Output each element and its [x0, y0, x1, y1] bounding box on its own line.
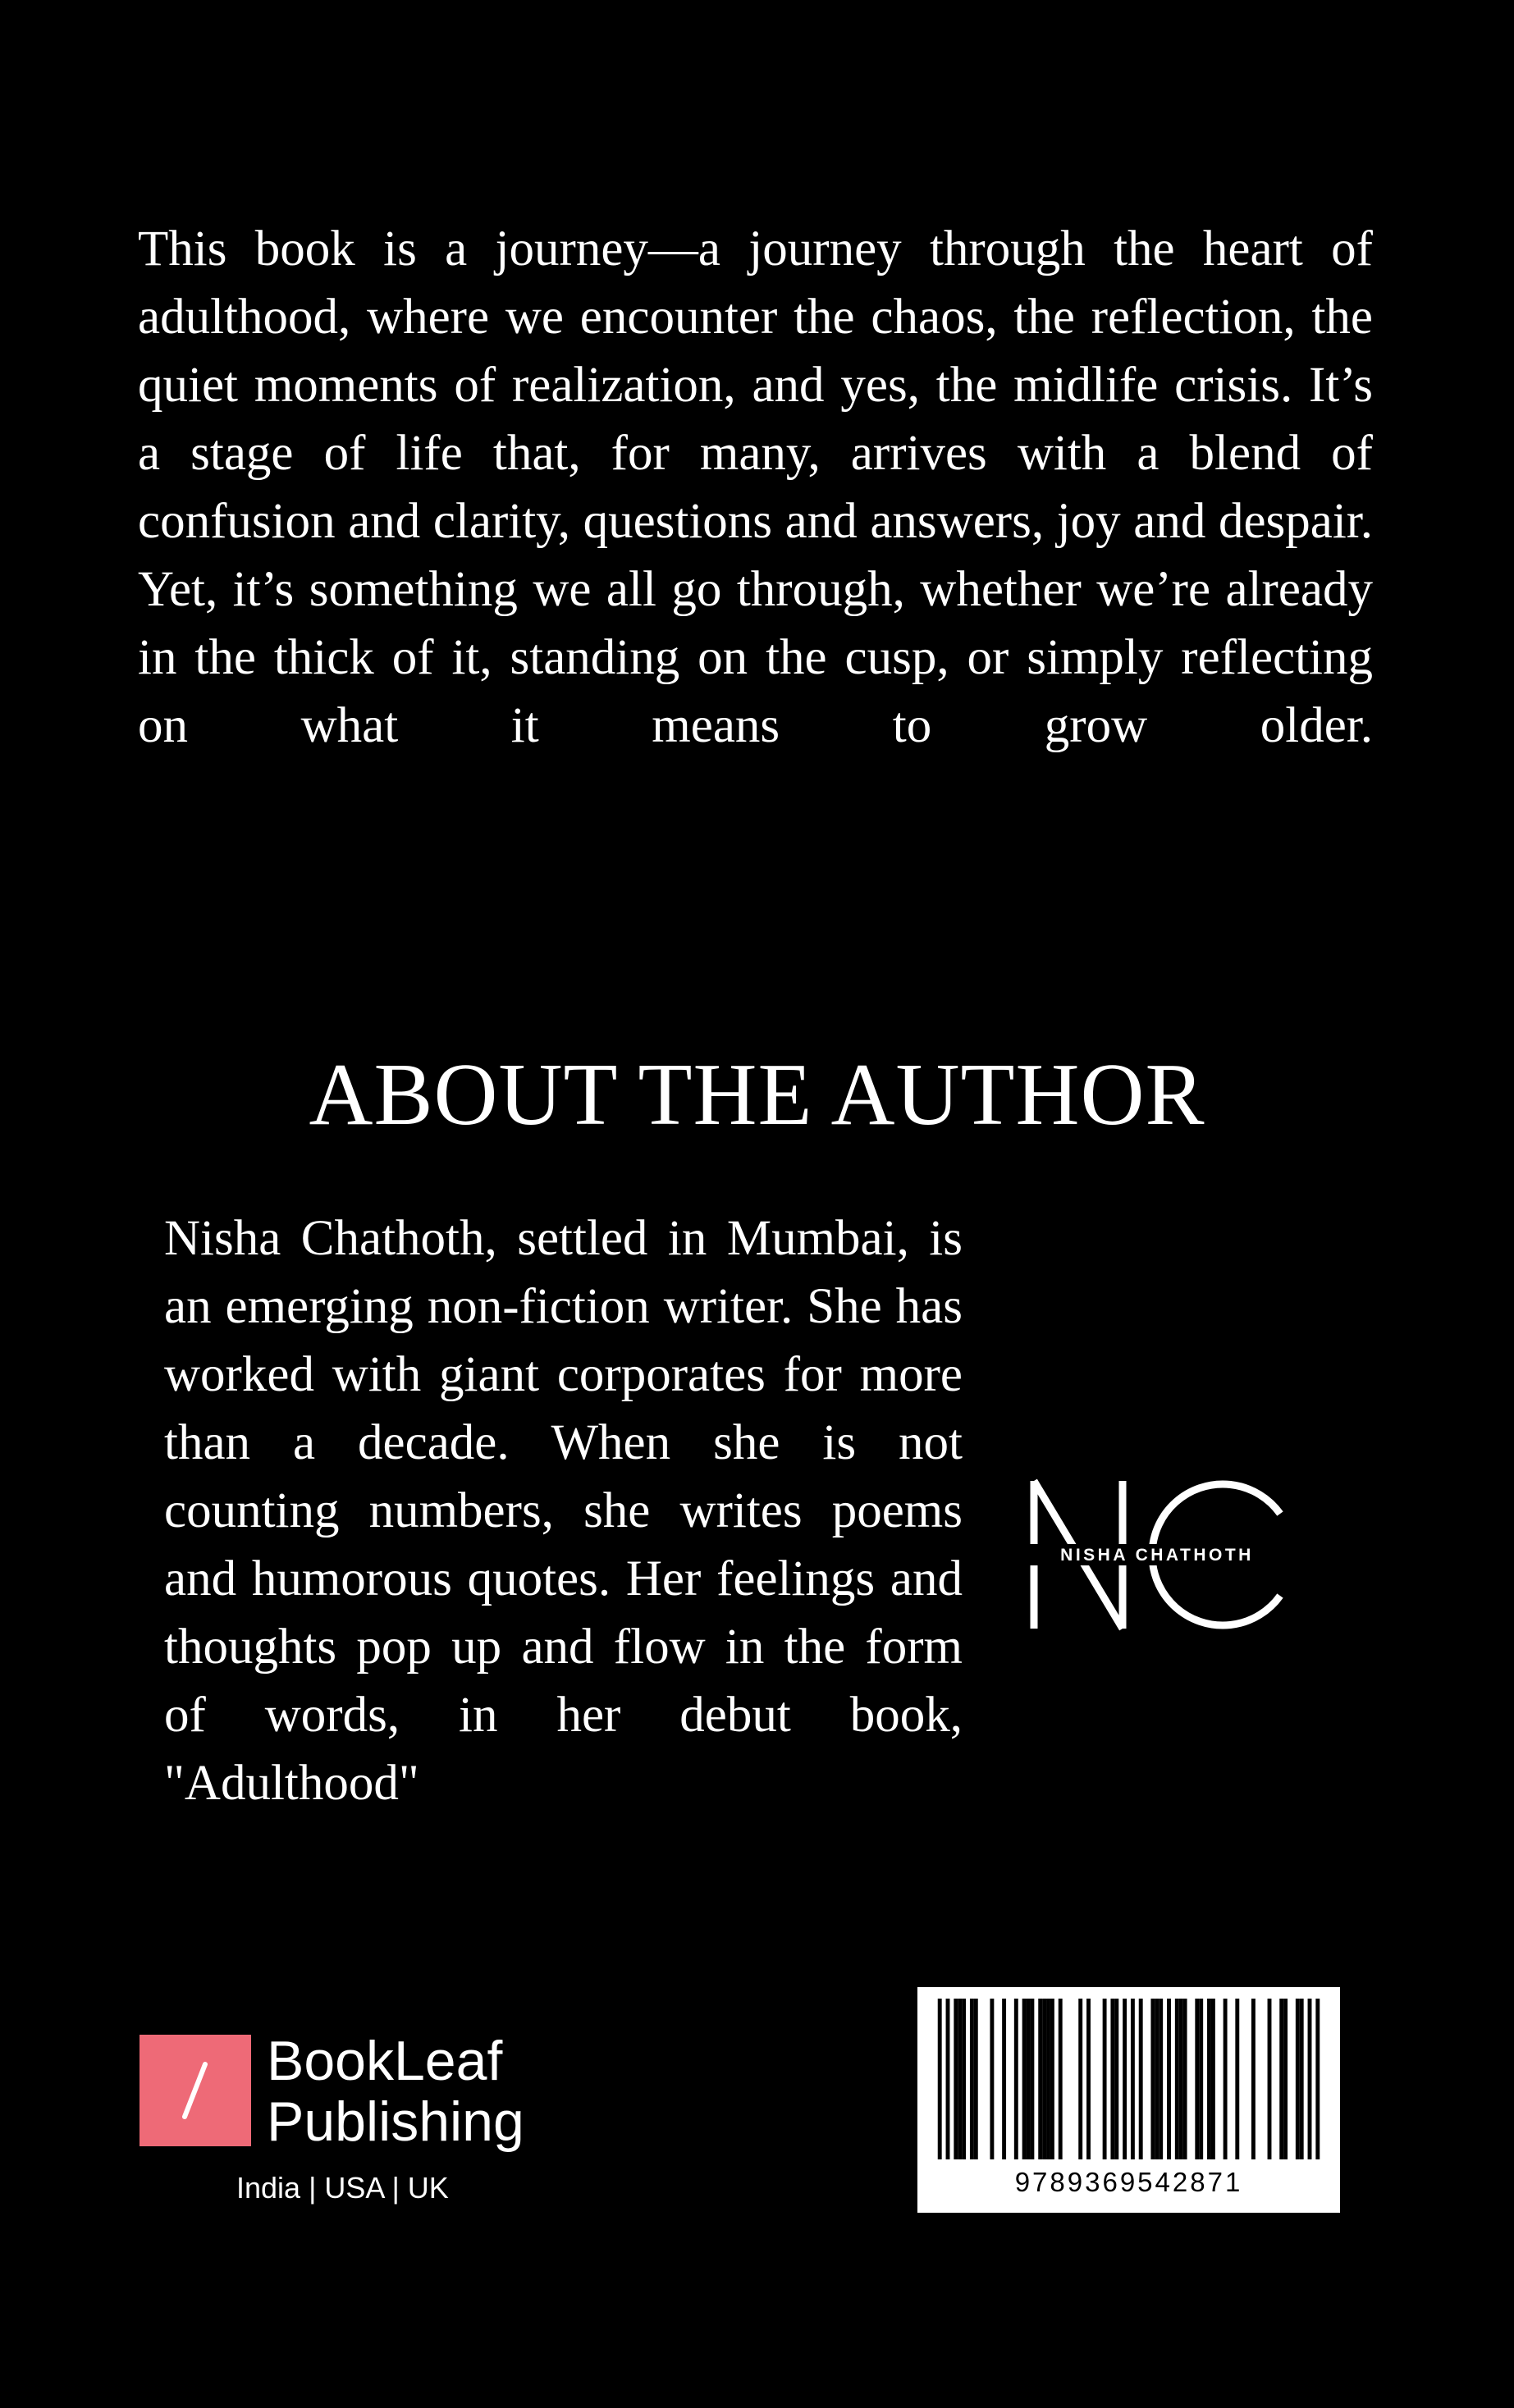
barcode-bar: [974, 1999, 978, 2159]
author-logo-name: NISHA CHATHOTH: [1060, 1546, 1254, 1565]
barcode-bar: [958, 1999, 962, 2159]
barcode-bar: [1114, 1999, 1118, 2159]
barcode-bar: [1155, 1999, 1159, 2159]
barcode-bar: [946, 1999, 950, 2159]
barcode-bar: [1139, 1999, 1143, 2159]
barcode-bar: [1195, 1999, 1199, 2159]
publisher-name-line1: BookLeaf: [267, 2030, 503, 2092]
about-author-heading: ABOUT THE AUTHOR: [309, 1046, 1205, 1144]
author-monogram-logo: [1026, 1469, 1288, 1641]
publisher-logo: [140, 2031, 566, 2228]
barcode-bar: [1183, 1999, 1187, 2159]
book-blurb: This book is a journey—a journey through the heart of adulthood, where we encounter the chaos, the reflection, the quiet moments of realization, and yes, the midlife crisis. It’s a stage of life that, for many, arrives with a blend of confusion and clarity, questions and answers, joy and despair. Yet, it’s something we all go through, whether we’re already in the thick of it, standing on the cusp, or simply reflecting on what it means to grow older.: [138, 222, 1373, 753]
isbn-number: 9789369542871: [1014, 2167, 1243, 2197]
barcode-bar: [1251, 1999, 1256, 2159]
publisher-regions: India | USA | UK: [236, 2171, 449, 2205]
barcode-bar: [1207, 1999, 1211, 2159]
publisher-name-line2: Publishing: [267, 2090, 524, 2153]
barcode-bar: [1030, 1999, 1034, 2159]
barcode-bar: [1315, 1999, 1320, 2159]
monogram-graphic: [1026, 1469, 1288, 1641]
barcode-bar: [1159, 1999, 1163, 2159]
barcode-bar: [1014, 1999, 1018, 2159]
barcode-bar: [1086, 1999, 1091, 2159]
author-bio: Nisha Chathoth, settled in Mumbai, is an emerging non-fiction writer. She has worked with giant corporates for more than a decade. When she is not counting numbers, she writes poems and humorous quotes. Her feelings and thoughts pop up and flow in the form of words, in her debut book, "Adulthood": [164, 1211, 963, 1811]
barcode-bar: [1175, 1999, 1179, 2159]
publisher-name: [267, 2031, 524, 2152]
barcode-bars: [917, 1987, 1340, 2164]
barcode-bar: [1296, 1999, 1300, 2159]
barcode-bar: [938, 1999, 942, 2159]
barcode-bar: [970, 1999, 974, 2159]
isbn-barcode: [917, 1987, 1340, 2213]
barcode-bar: [1123, 1999, 1127, 2159]
barcode-bar: [1103, 1999, 1107, 2159]
barcode-bar: [1179, 1999, 1183, 2159]
barcode-bar: [1046, 1999, 1050, 2159]
barcode-bar: [1300, 1999, 1304, 2159]
barcode-bar: [1279, 1999, 1283, 2159]
barcode-bar: [1078, 1999, 1082, 2159]
barcode-bar: [1235, 1999, 1239, 2159]
barcode-bar: [1027, 1999, 1031, 2159]
barcode-bar: [1308, 1999, 1312, 2159]
barcode-bar: [1022, 1999, 1027, 2159]
barcode-bar: [962, 1999, 966, 2159]
barcode-bar: [1283, 1999, 1288, 2159]
barcode-bar: [1042, 1999, 1046, 2159]
barcode-bar: [1199, 1999, 1203, 2159]
barcode-bar: [1167, 1999, 1171, 2159]
barcode-bar: [1150, 1999, 1155, 2159]
barcode-bar: [1002, 1999, 1006, 2159]
barcode-bar: [1110, 1999, 1114, 2159]
barcode-bar: [990, 1999, 994, 2159]
barcode-bar: [1224, 1999, 1228, 2159]
barcode-bar: [1268, 1999, 1272, 2159]
barcode-bar: [1131, 1999, 1135, 2159]
barcode-bar: [954, 1999, 958, 2159]
slash-icon: [140, 2035, 251, 2146]
barcode-bar: [1050, 1999, 1054, 2159]
barcode-bar: [1059, 1999, 1063, 2159]
barcode-bar: [1211, 1999, 1215, 2159]
barcode-bar: [1038, 1999, 1042, 2159]
publisher-logo-mark: [140, 2035, 251, 2146]
